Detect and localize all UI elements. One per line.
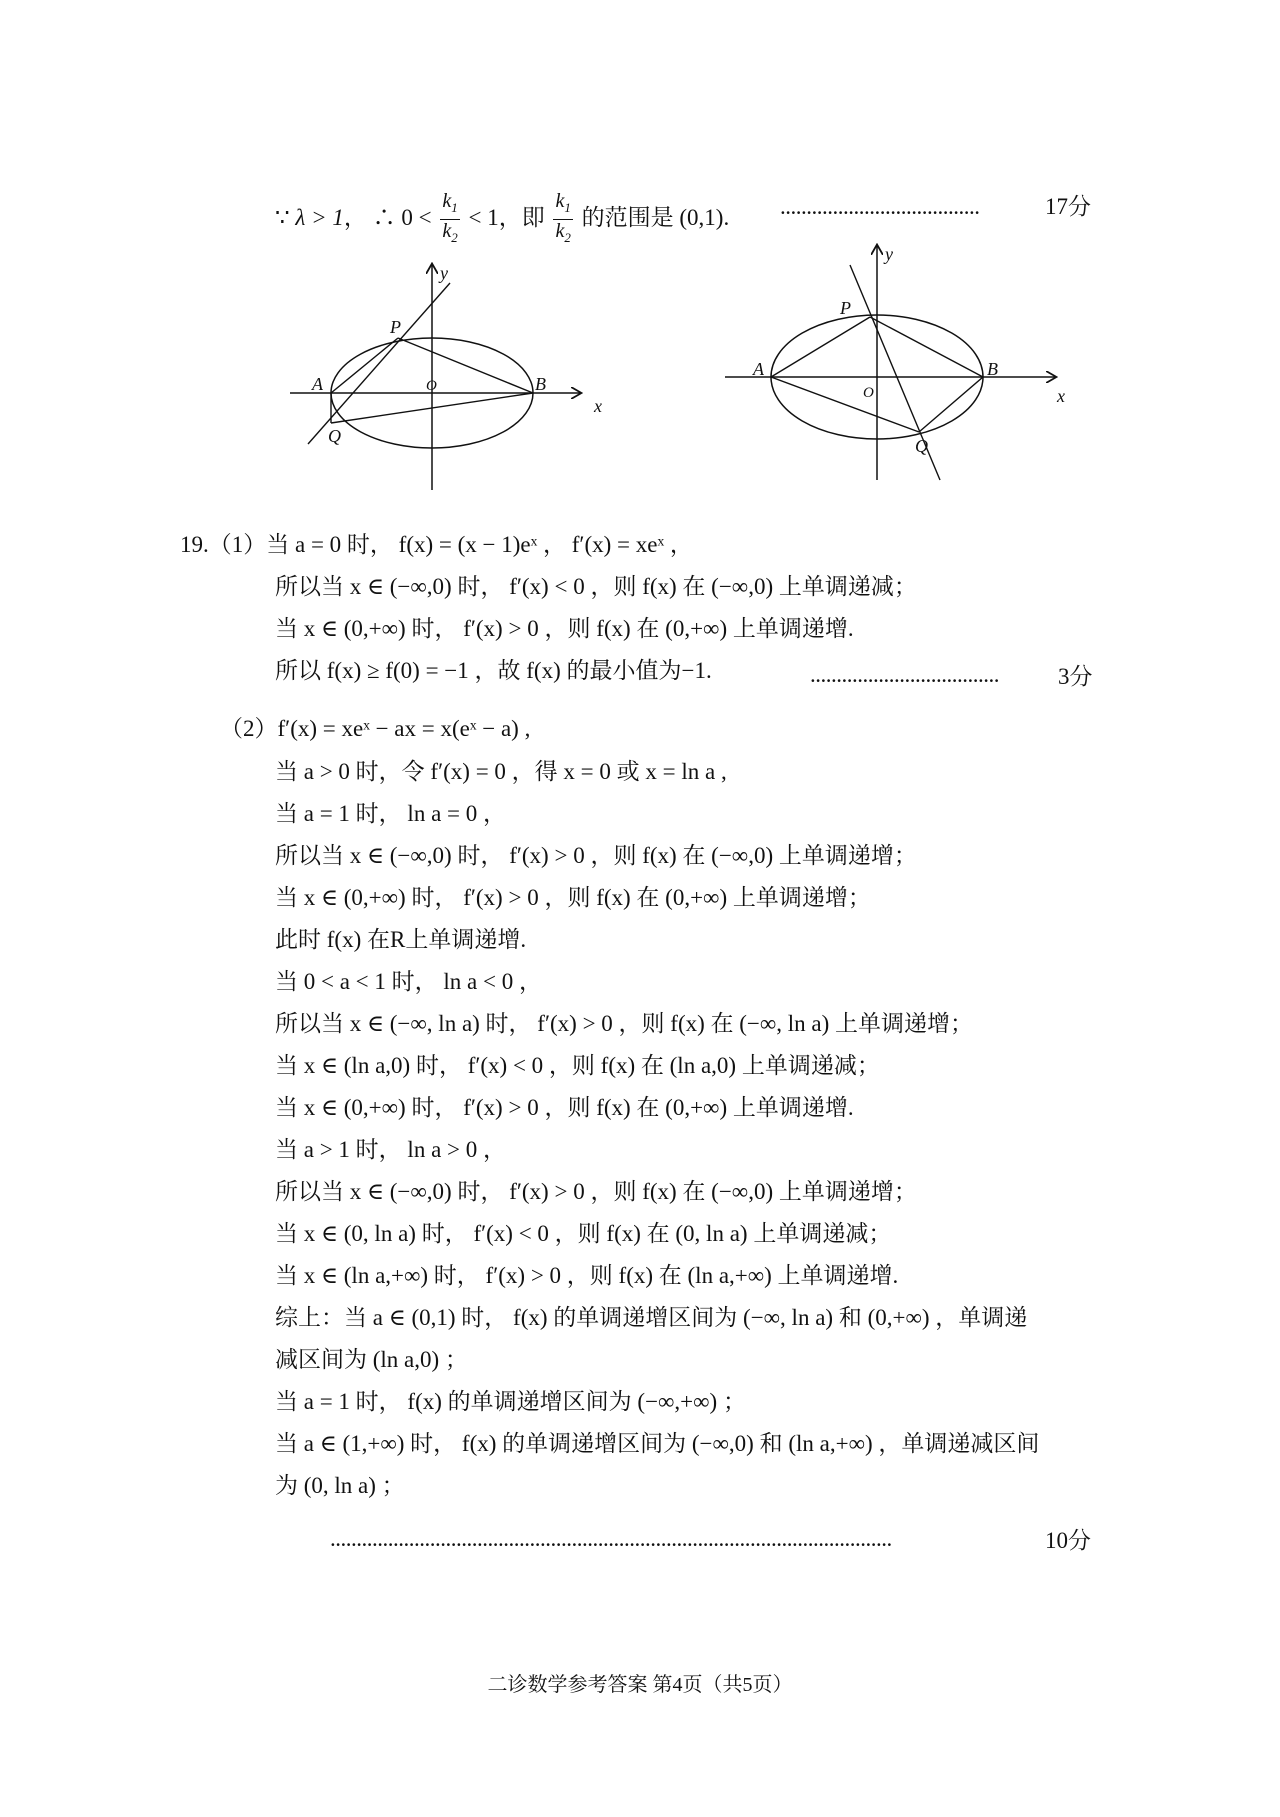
part1-label: （1） — [208, 532, 267, 557]
label-Q: Q — [328, 426, 341, 446]
range-text: 的范围是 — [581, 204, 674, 230]
score-17: 17分 — [1045, 194, 1091, 219]
part1-line-1: 所以当 x ∈ (−∞,0) 时， f′(x) < 0 ，则 f(x) 在 (−∞,0) 上单调递减； — [275, 574, 917, 599]
part2-line-0: f′(x) = xeˣ − ax = x(eˣ − a) , — [277, 716, 531, 741]
label-y: y — [885, 244, 893, 264]
fraction-k1-k2: $\frac{k_1}{k_2}$ — [442, 190, 458, 245]
segment-PB — [398, 338, 533, 393]
part2-line-6: 当 0 < a < 1 时， ln a < 0 ， — [275, 969, 542, 994]
figure-right-ellipse — [725, 240, 1085, 490]
label-P: P — [840, 298, 851, 318]
part2-line-7: 所以当 x ∈ (−∞, ln a) 时， f′(x) > 0 ，则 f(x) 在 (−∞, ln a) 上单调递增； — [275, 1011, 974, 1036]
part2-line-12: 当 x ∈ (0, ln a) 时， f′(x) < 0 ，则 f(x) 在 (0, ln a) 上单调递减； — [275, 1221, 892, 1246]
part2-line-4: 当 x ∈ (0,+∞) 时， f′(x) > 0 ，则 f(x) 在 (0,+∞) 上单调递增； — [275, 885, 871, 910]
part2-line-5: 此时 f(x) 在R上单调递增. — [275, 927, 527, 952]
label-O: O — [863, 385, 874, 401]
inequality-right: < 1 — [468, 204, 499, 230]
part1-line-3: 所以 f(x) ≥ f(0) = −1 ，故 f(x) 的最小值为−1. — [275, 658, 712, 683]
fraction-k1-k2-second: $\frac{k_1}{k_2}$ — [555, 190, 571, 245]
page-footer: 二诊数学参考答案 第4页（共5页） — [487, 1674, 793, 1696]
label-P: P — [390, 317, 401, 337]
part2-line-15: 减区间为 (ln a,0) ； — [275, 1347, 468, 1372]
label-A: A — [312, 374, 323, 394]
part2-line-9: 当 x ∈ (0,+∞) 时， f′(x) > 0 ，则 f(x) 在 (0,+∞) 上单调递增. — [275, 1095, 854, 1120]
part2-line-2: 当 a = 1 时， ln a = 0 ， — [275, 801, 506, 826]
part2-line-18: 为 (0, ln a) ； — [275, 1473, 405, 1498]
ji-text: ，即 — [498, 204, 545, 230]
part2-line-10: 当 a > 1 时， ln a > 0 ， — [275, 1137, 506, 1162]
segment-PA — [771, 317, 870, 377]
score-dots-17: ...................................... — [780, 194, 980, 219]
because-symbol: ∵ — [275, 204, 290, 230]
label-Q: Q — [915, 436, 928, 456]
part2-line-16: 当 a = 1 时， f(x) 的单调递增区间为 (−∞,+∞) ； — [275, 1389, 746, 1414]
score-3: 3分 — [1058, 664, 1093, 689]
label-A: A — [753, 359, 764, 379]
segment-QA — [771, 377, 919, 432]
label-x: x — [594, 396, 602, 416]
part2-line-3: 所以当 x ∈ (−∞,0) 时， f′(x) > 0 ，则 f(x) 在 (−∞,0) 上单调递增； — [275, 843, 917, 868]
part2-line-13: 当 x ∈ (ln a,+∞) 时， f′(x) > 0 ，则 f(x) 在 (ln a,+∞) 上单调递增. — [275, 1263, 899, 1288]
label-x: x — [1057, 386, 1065, 406]
part1-line-0: 当 a = 0 时， f(x) = (x − 1)eˣ ， f′(x) = xeˣ ， — [266, 532, 693, 557]
part1-line-2: 当 x ∈ (0,+∞) 时， f′(x) > 0 ，则 f(x) 在 (0,+∞) 上单调递增. — [275, 616, 854, 641]
score-dots-3: .................................... — [810, 662, 999, 687]
score-dots-10: ........................................................................................................... — [330, 1526, 892, 1551]
q19-part1-first-line — [180, 530, 693, 560]
segment-QB — [919, 377, 983, 432]
segment-PA — [331, 338, 398, 393]
range-value: (0,1). — [679, 204, 730, 230]
lambda-condition: λ > 1 — [295, 204, 344, 230]
part2-line-14: 综上：当 a ∈ (0,1) 时， f(x) 的单调递增区间为 (−∞, ln a) 和 (0,+∞) ，单调递 — [275, 1305, 1028, 1330]
score-10: 10分 — [1045, 1528, 1091, 1553]
top-conclusion-line: ∵ λ > 1， ∴ 0 < $\frac{k_1}{k_2}$ < 1，即 $\frac{k_1}{k_2}$ 的范围是 (0,1). — [275, 190, 729, 249]
part2-line-8: 当 x ∈ (ln a,0) 时， f′(x) < 0 ，则 f(x) 在 (ln a,0) 上单调递减； — [275, 1053, 880, 1078]
q19-number: 19. — [180, 532, 209, 557]
part2-line-17: 当 a ∈ (1,+∞) 时， f(x) 的单调递增区间为 (−∞,0) 和 (ln a,+∞) ，单调递减区间 — [275, 1431, 1040, 1456]
figure-left-ellipse — [280, 255, 630, 495]
part2-line-1: 当 a > 0 时，令 f′(x) = 0 ，得 x = 0 或 x = ln a , — [275, 759, 727, 784]
label-O: O — [426, 378, 437, 394]
label-y: y — [440, 263, 448, 283]
part2-label: （2） — [220, 716, 278, 741]
inequality-left: 0 < — [401, 204, 432, 230]
therefore-symbol: ∴ — [372, 204, 396, 230]
segment-PB — [870, 317, 983, 377]
part2-line-11: 所以当 x ∈ (−∞,0) 时， f′(x) > 0 ，则 f(x) 在 (−∞,0) 上单调递增； — [275, 1179, 917, 1204]
label-B: B — [987, 359, 998, 379]
label-B: B — [535, 374, 546, 394]
q19-part2-first-line — [220, 714, 530, 744]
line-PQ-extended — [308, 283, 450, 444]
